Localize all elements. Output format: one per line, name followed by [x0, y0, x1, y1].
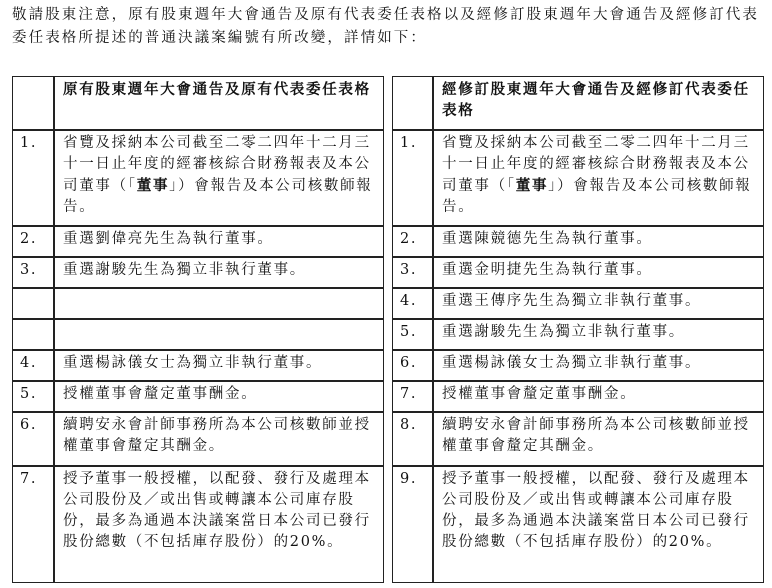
column-gap-cell: [384, 466, 392, 583]
right-number: 4.: [400, 293, 418, 309]
table-row: [12, 381, 764, 412]
right-resolution-text-cell: [433, 412, 764, 466]
right-resolution-text: 重選王傳序先生為獨立非執行董事。: [442, 293, 702, 309]
left-resolution-text: 重選劉偉亮先生為執行董事。: [63, 231, 274, 247]
right-number-cell: [392, 226, 433, 257]
left-number: 7.: [20, 471, 38, 487]
table-row: [12, 288, 764, 319]
table-row: [12, 130, 764, 226]
right-resolution-text-cell: [433, 257, 764, 288]
header-right-cell: [433, 76, 764, 130]
resolution-comparison-table: [12, 76, 764, 583]
left-resolution-text-cell: [54, 319, 384, 350]
right-resolution-text: 授予董事一般授權，以配發、發行及處理本公司股份及／或出售或轉讓本公司庫存股份，最多為通過本決議案當日本公司已發行股份總數（不包括庫存股份）的20%。: [442, 471, 750, 550]
column-gap-cell: [384, 288, 392, 319]
right-number-cell: [392, 130, 433, 226]
left-number-cell: [12, 319, 54, 350]
right-resolution-text-cell: [433, 350, 764, 381]
right-number-cell: [392, 319, 433, 350]
right-resolution-text: 省覽及採納本公司截至二零二四年十二月三十一日止年度的經審核綜合財務報表及本公司董事（「董事」）會報告及本公司核數師報告。: [442, 135, 752, 215]
intro-paragraph: 敬請股東注意，原有股東週年大會通告及原有代表委任表格以及經修訂股東週年大會通告及經修訂代表委任表格所提述的普通決議案編號有所改變，詳情如下：: [12, 7, 759, 46]
left-resolution-text: 重選楊詠儀女士為獨立非執行董事。: [63, 355, 323, 371]
left-resolution-text-cell: [54, 257, 384, 288]
right-number: 6.: [400, 355, 418, 371]
right-resolution-text-cell: [433, 130, 764, 226]
right-number-cell: [392, 381, 433, 412]
right-number: 7.: [400, 386, 418, 402]
left-number-cell: [12, 257, 54, 288]
column-gap-cell: [384, 226, 392, 257]
right-number: 2.: [400, 231, 418, 247]
left-number-cell: [12, 350, 54, 381]
left-resolution-text-cell: [54, 226, 384, 257]
column-gap-cell: [384, 130, 392, 226]
left-resolution-text-cell: [54, 288, 384, 319]
left-number-cell: [12, 226, 54, 257]
right-resolution-text-cell: [433, 319, 764, 350]
right-resolution-text: 重選謝駿先生為獨立非執行董事。: [442, 324, 685, 340]
right-number: 5.: [400, 324, 418, 340]
right-number: 3.: [400, 262, 418, 278]
right-number: 8.: [400, 417, 418, 433]
table-row: [12, 466, 764, 583]
right-resolution-text-cell: [433, 226, 764, 257]
left-number: 1.: [20, 135, 38, 151]
table-row: [12, 319, 764, 350]
left-number: 2.: [20, 231, 38, 247]
left-number-cell: [12, 466, 54, 583]
right-resolution-text-cell: [433, 288, 764, 319]
left-resolution-text: 重選謝駿先生為獨立非執行董事。: [63, 262, 306, 278]
left-resolution-text-cell: [54, 130, 384, 226]
defined-term: 董事: [515, 177, 549, 194]
right-number-cell: [392, 412, 433, 466]
left-resolution-text: 授予董事一般授權，以配發、發行及處理本公司股份及／或出售或轉讓本公司庫存股份，最多為通過本決議案當日本公司已發行股份總數（不包括庫存股份）的20%。: [63, 471, 371, 550]
header-left-num-cell: [12, 76, 54, 130]
header-left-title: 原有股東週年大會通告及原有代表委任表格: [63, 81, 371, 98]
table-row: [12, 257, 764, 288]
defined-term: 董事: [136, 177, 170, 194]
header-left-cell: [54, 76, 384, 130]
left-number: 4.: [20, 355, 38, 371]
right-resolution-text: 續聘安永會計師事務所為本公司核數師並授權董事會釐定其酬金。: [442, 417, 750, 454]
table-row: [12, 226, 764, 257]
right-number-cell: [392, 288, 433, 319]
header-right-title: 經修訂股東週年大會通告及經修訂代表委任表格: [442, 81, 750, 119]
column-gap-cell: [384, 350, 392, 381]
table-row: [12, 350, 764, 381]
right-resolution-text: 授權董事會釐定董事酬金。: [442, 386, 637, 402]
left-resolution-text-cell: [54, 466, 384, 583]
right-resolution-text: 重選金明捷先生為執行董事。: [442, 262, 653, 278]
column-gap-cell: [384, 412, 392, 466]
left-resolution-text: 授權董事會釐定董事酬金。: [63, 386, 258, 402]
left-number: 5.: [20, 386, 38, 402]
left-number: 6.: [20, 417, 38, 433]
right-number: 1.: [400, 135, 418, 151]
right-number-cell: [392, 466, 433, 583]
header-row: [12, 76, 764, 130]
left-number-cell: [12, 288, 54, 319]
left-number-cell: [12, 130, 54, 226]
left-number: 3.: [20, 262, 38, 278]
header-right-num-cell: [392, 76, 433, 130]
right-number-cell: [392, 257, 433, 288]
right-resolution-text-cell: [433, 381, 764, 412]
column-gap-cell: [384, 381, 392, 412]
left-resolution-text-cell: [54, 381, 384, 412]
right-number-cell: [392, 350, 433, 381]
column-gap: [384, 76, 392, 130]
column-gap-cell: [384, 319, 392, 350]
right-number: 9.: [400, 471, 418, 487]
left-number-cell: [12, 381, 54, 412]
right-resolution-text-cell: [433, 466, 764, 583]
left-resolution-text: 省覽及採納本公司截至二零二四年十二月三十一日止年度的經審核綜合財務報表及本公司董事（「董事」）會報告及本公司核數師報告。: [63, 135, 373, 215]
right-resolution-text: 重選楊詠儀女士為獨立非執行董事。: [442, 355, 702, 371]
left-resolution-text: 續聘安永會計師事務所為本公司核數師並授權董事會釐定其酬金。: [63, 417, 371, 454]
table-row: [12, 412, 764, 466]
left-resolution-text-cell: [54, 412, 384, 466]
left-number-cell: [12, 412, 54, 466]
table-body: [12, 76, 764, 583]
column-gap-cell: [384, 257, 392, 288]
right-resolution-text: 重選陳競德先生為執行董事。: [442, 231, 653, 247]
left-resolution-text-cell: [54, 350, 384, 381]
